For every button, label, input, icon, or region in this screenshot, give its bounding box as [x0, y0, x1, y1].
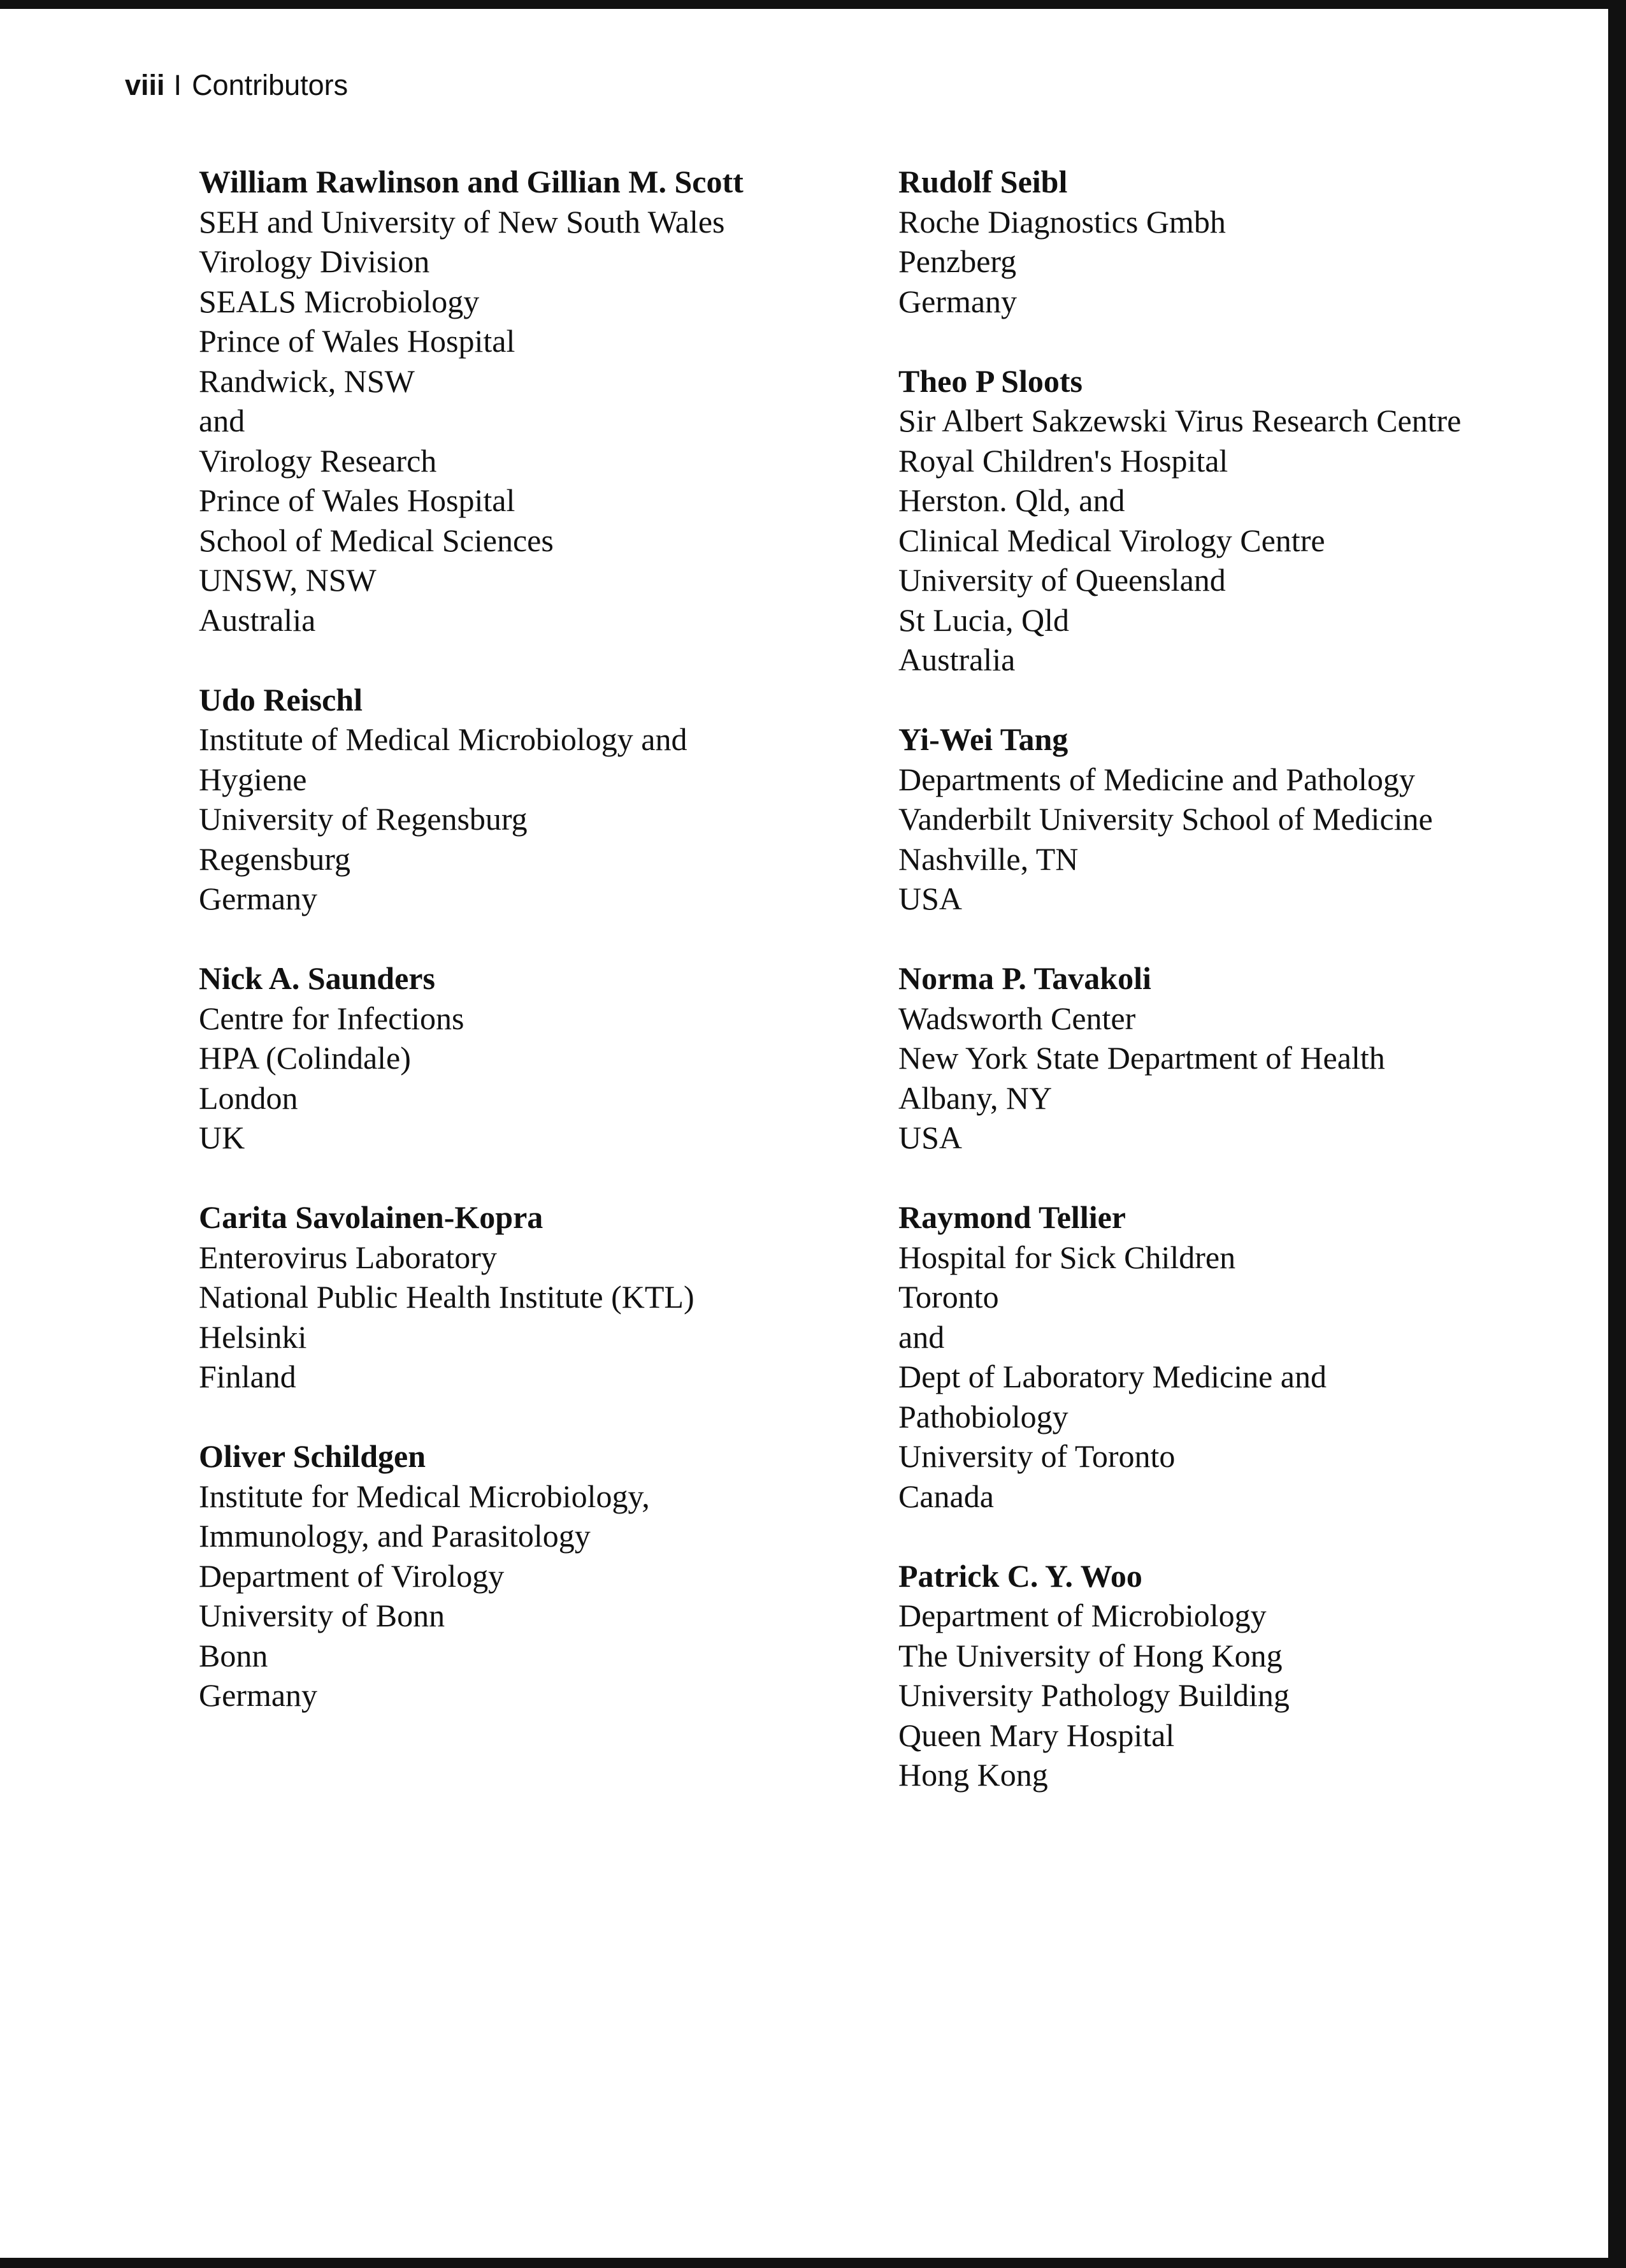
contributor-entry — [898, 361, 1599, 680]
affiliation-line: Virology Division — [199, 243, 430, 279]
contributor-name: William Rawlinson and Gillian M. Scott — [199, 164, 744, 199]
contributor-name: Raymond Tellier — [898, 1199, 1126, 1235]
contributor-name: Norma P. Tavakoli — [898, 960, 1151, 996]
contributor-name: Nick A. Saunders — [199, 960, 435, 996]
contributor-entry — [898, 1556, 1599, 1795]
affiliation-line: Wadsworth Center — [898, 1000, 1136, 1036]
affiliation-line: Canada — [898, 1478, 994, 1514]
contributor-entry — [199, 1436, 810, 1715]
affiliation-line: Helsinki — [199, 1318, 307, 1355]
affiliation-line: Sir Albert Sakzewski Virus Research Centre — [898, 403, 1462, 438]
affiliation-line: Regensburg — [199, 841, 350, 877]
affiliation-line: Vanderbilt University School of Medicine — [898, 801, 1433, 837]
affiliation-line: St Lucia, Qld — [898, 602, 1070, 638]
affiliation-line: Hospital for Sick Children — [898, 1239, 1236, 1275]
affiliation-line: Toronto — [898, 1279, 999, 1315]
page-number: viii — [125, 69, 165, 101]
contributor-entry — [898, 719, 1599, 919]
affiliation-line: London — [199, 1080, 298, 1116]
affiliation-line: New York State Department of Health — [898, 1040, 1385, 1076]
contributor-entry — [898, 958, 1599, 1158]
affiliation-line: University Pathology Building — [898, 1677, 1290, 1713]
affiliation-line: Prince of Wales Hospital — [199, 323, 515, 359]
affiliation-line: UNSW, NSW — [199, 562, 377, 598]
affiliation-line: Centre for Infections — [199, 1000, 464, 1036]
affiliation-line: The University of Hong Kong — [898, 1637, 1283, 1673]
affiliation-line: USA — [898, 881, 963, 916]
affiliation-line: Enterovirus Laboratory — [199, 1239, 497, 1275]
affiliation-line: Australia — [199, 602, 316, 638]
affiliation-line: Herston. Qld, and — [898, 482, 1125, 518]
affiliation-line: Institute of Medical Microbiology and — [199, 721, 687, 757]
contributor-name: Theo P Sloots — [898, 363, 1083, 399]
scan-edge-bottom — [0, 2258, 1626, 2268]
affiliation-line: Queen Mary Hospital — [898, 1717, 1175, 1753]
affiliation-line: University of Bonn — [199, 1598, 445, 1633]
left-column — [199, 162, 810, 1715]
affiliation-line: Randwick, NSW — [199, 363, 415, 399]
scan-edge-top — [0, 0, 1626, 9]
affiliation-line: Bonn — [199, 1637, 268, 1673]
affiliation-line: Prince of Wales Hospital — [199, 482, 515, 518]
affiliation-line: Department of Virology — [199, 1557, 505, 1594]
contributor-entry — [199, 958, 810, 1158]
contributor-name: Udo Reischl — [199, 681, 363, 718]
affiliation-line: Nashville, TN — [898, 841, 1079, 877]
contributor-entry — [898, 162, 1599, 321]
contributor-entry — [199, 680, 810, 919]
affiliation-line: University of Toronto — [898, 1438, 1176, 1474]
contributor-entry — [199, 162, 810, 640]
affiliation-line: Virology Research — [199, 442, 437, 479]
affiliation-line: National Public Health Institute (KTL) — [199, 1279, 694, 1315]
affiliation-line: SEALS Microbiology — [199, 283, 480, 319]
affiliation-line: Institute for Medical Microbiology, — [199, 1478, 650, 1514]
affiliation-line: Royal Children's Hospital — [898, 442, 1228, 479]
affiliation-line: Finland — [199, 1359, 296, 1394]
affiliation-line: Pathobiology — [898, 1398, 1068, 1434]
scan-edge-right — [1608, 0, 1626, 2268]
affiliation-line: Clinical Medical Virology Centre — [898, 522, 1325, 558]
affiliation-line: USA — [898, 1120, 963, 1155]
contributor-name: Oliver Schildgen — [199, 1438, 426, 1474]
contributor-name: Patrick C. Y. Woo — [898, 1557, 1142, 1594]
contributor-name: Rudolf Seibl — [898, 164, 1068, 199]
affiliation-line: and — [898, 1318, 945, 1355]
affiliation-line: Roche Diagnostics Gmbh — [898, 203, 1226, 240]
affiliation-line: Germany — [898, 283, 1018, 319]
affiliation-line: University of Regensburg — [199, 801, 528, 837]
affiliation-line: HPA (Colindale) — [199, 1040, 411, 1076]
affiliation-line: University of Queensland — [898, 562, 1226, 598]
header-separator: I — [173, 69, 182, 101]
affiliation-line: Department of Microbiology — [898, 1598, 1267, 1633]
contributor-name: Yi-Wei Tang — [898, 721, 1068, 757]
right-column — [898, 162, 1599, 1795]
affiliation-line: Germany — [199, 1677, 318, 1713]
affiliation-line: Penzberg — [898, 243, 1017, 279]
affiliation-line: Hong Kong — [898, 1757, 1048, 1793]
affiliation-line: SEH and University of New South Wales — [199, 203, 725, 240]
contributor-entry — [898, 1197, 1599, 1516]
affiliation-line: Departments of Medicine and Pathology — [898, 761, 1415, 797]
affiliation-line: UK — [199, 1120, 245, 1155]
affiliation-line: Dept of Laboratory Medicine and — [898, 1359, 1327, 1394]
affiliation-line: and — [199, 403, 245, 438]
affiliation-line: School of Medical Sciences — [199, 522, 554, 558]
section-title: Contributors — [192, 69, 349, 101]
affiliation-line: Albany, NY — [898, 1080, 1053, 1116]
affiliation-line: Immunology, and Parasitology — [199, 1518, 591, 1554]
running-head — [125, 66, 348, 105]
affiliation-line: Australia — [898, 642, 1016, 677]
affiliation-line: Hygiene — [199, 761, 307, 797]
affiliation-line: Germany — [199, 881, 318, 916]
contributor-entry — [199, 1197, 810, 1397]
contributor-name: Carita Savolainen-Kopra — [199, 1199, 543, 1235]
